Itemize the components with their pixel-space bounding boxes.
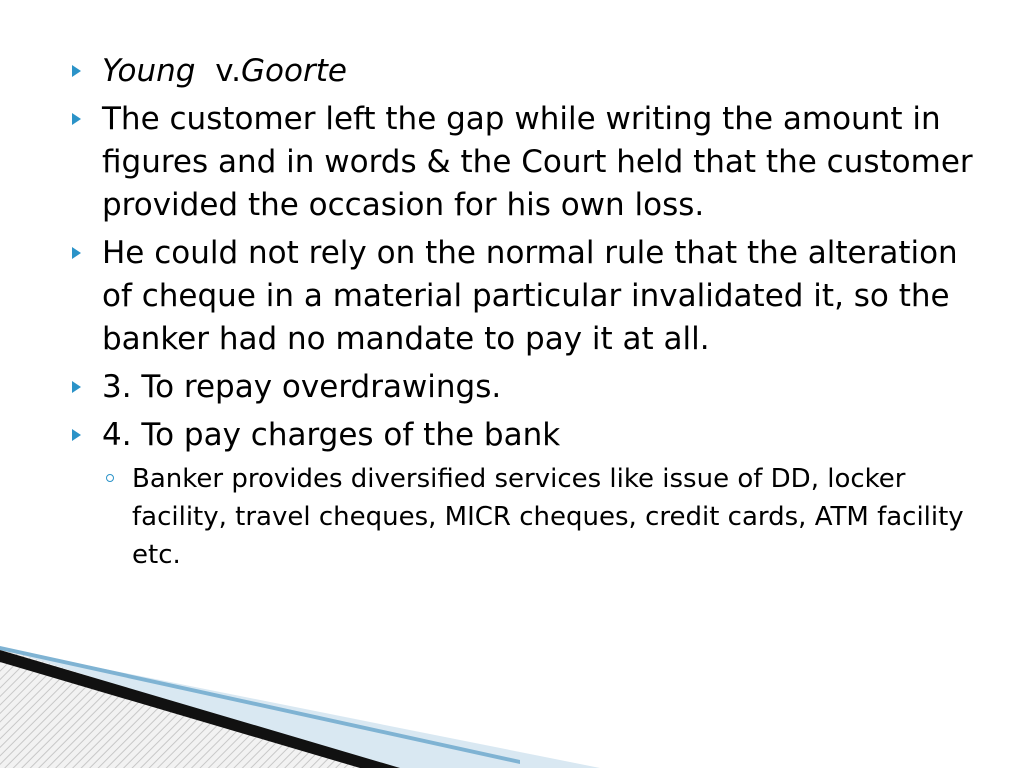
sub-bullet-circle-icon — [106, 474, 114, 482]
bullet-repay-overdrawings — [72, 366, 982, 409]
bullet-normal-rule — [72, 232, 982, 361]
bullet-arrow-icon — [72, 381, 81, 393]
bullet-arrow-icon — [72, 247, 81, 259]
sub-bullet-text: Banker provides diversified services like issue of DD, locker facility, travel cheques, MICR cheques, credit cards, ATM facility etc. — [132, 464, 964, 570]
blue-line-wedge — [0, 646, 520, 764]
bullet-text: He could not rely on the normal rule that the alteration of cheque in a material particular invalidated it, so the banker had no mandate to pay it at all. — [102, 235, 958, 357]
bullet-arrow-icon — [72, 429, 81, 441]
bullet-case-name — [72, 50, 982, 93]
bullet-text: The customer left the gap while writing the amount in figures and in words & the Court held that the customer provided the occasion for his own loss. — [102, 101, 973, 223]
case-versus: v. — [195, 53, 241, 89]
case-party-a: Young — [102, 53, 196, 89]
bullet-text: 4. To pay charges of the bank — [102, 417, 561, 453]
case-party-b: Goorte — [241, 53, 347, 89]
bullet-arrow-icon — [72, 65, 81, 77]
bullet-pay-charges — [72, 414, 982, 457]
slide-content — [72, 50, 982, 574]
light-blue-wedge — [0, 648, 600, 768]
bullet-customer-gap — [72, 98, 982, 227]
bullet-text: 3. To repay overdrawings. — [102, 369, 502, 405]
dark-wedge — [0, 650, 400, 768]
hatched-wedge — [0, 648, 420, 768]
sub-bullet-services — [106, 460, 982, 574]
bullet-arrow-icon — [72, 113, 81, 125]
